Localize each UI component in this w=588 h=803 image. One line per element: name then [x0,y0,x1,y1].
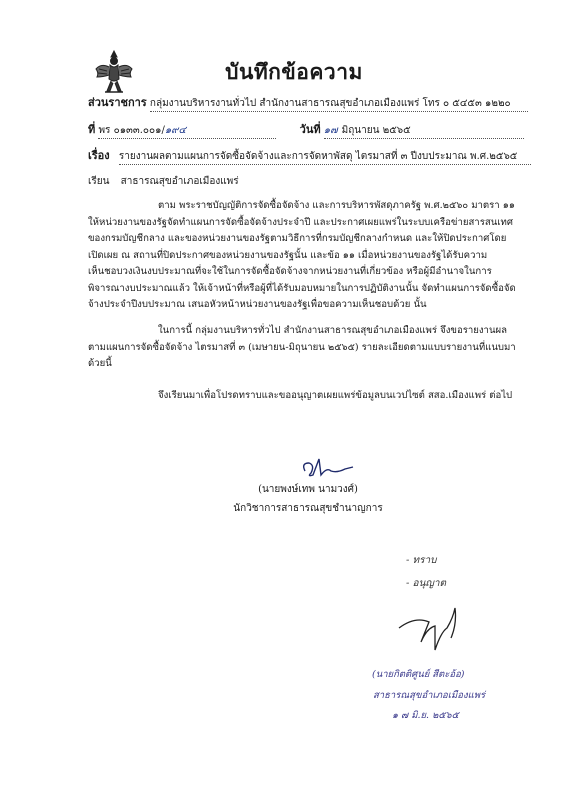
date-handwritten-day: ๑๗ [323,125,338,136]
paragraph-line: ให้หน่วยงานของรัฐจัดทำแผนการจัดซื้อจัดจ้างประจำปี และประกาศเผยแพร่ในระบบเครือข่ายสารสนเทศ [88,216,513,228]
paragraph-line: ในการนี้ กลุ่มงานบริหารทั่วไป สำนักงานสาธารณสุขอำเภอเมืองแพร่ จึงขอรายงานผล [158,325,508,336]
paragraph-line: ด้วยนี้ [88,358,112,369]
paragraph-line: เปิดเผย ณ สถานที่ปิดประกาศของหน่วยงานของรัฐนั้น และข้อ ๑๑ เมื่อหน่วยงานของรัฐได้รับความ [88,249,488,261]
approval-note-acknowledge: - ทราบ [406,555,437,566]
date-label: วันที่ [299,123,321,136]
ref-row [88,123,528,139]
paragraph-line: พิจารณางบประมาณแล้ว ให้เจ้าหน้าที่หรือผู้ที่ได้รับมอบหมายในการปฏิบัติงานนั้น จัดทำแผนการจัดซื้อจัด [88,282,516,294]
paragraph-line: จ้างประจำปีงบประมาณ เสนอหัวหน้าหน่วยงานของรัฐเพื่อขอความเห็นชอบด้วย นั้น [88,299,427,310]
agency-label: ส่วนราชการ [88,96,147,109]
subject-label: เรื่อง [88,149,110,162]
ref-handwritten-number: ๑๙๔ [164,125,187,136]
to-row [88,175,239,189]
paragraph-line: ของกรมบัญชีกลาง และของหน่วยงานของรัฐตามวิธีการที่กรมบัญชีกลางกำหนด และให้ปิดประกาศโดย [88,233,507,244]
approver-signature-scribble [395,598,475,658]
ref-label: ที่ [88,123,96,136]
agency-row [88,96,528,112]
approval-note-permit: - อนุญาต [406,578,447,589]
paragraph-line: ตาม พระราชบัญญัติการจัดซื้อจัดจ้าง และการบริหารพัสดุภาครัฐ พ.ศ.๒๕๖๐ มาตรา ๑๑ [158,200,515,211]
paragraph-line: เห็นชอบวงเงินงบประมาณที่จะใช้ในการจัดซื้อจัดจ้างจากหน่วยงานที่เกี่ยวข้อง หรือผู้มีอำนาจในการ [88,266,492,277]
paragraph-3: จึงเรียนมาเพื่อโปรดทราบและขออนุญาตเผยแพร่ข้อมูลบนเวปไซต์ สสอ.เมืองแพร่ ต่อไป [158,390,513,401]
author-position: นักวิชาการสาธารณสุขชำนาญการ [233,503,383,514]
author-signature-scribble [297,455,357,481]
paragraph-1 [88,198,516,314]
ref-value: พร ๐๑๓๓.๐๐๑/ [98,125,165,136]
date-field [324,124,524,139]
author-name: (นายพงษ์เทพ นามวงศ์) [258,484,358,495]
paragraph-line: ตามแผนการจัดซื้อจัดจ้าง ไตรมาสที่ ๓ (เมษายน-มิถุนายน ๒๕๖๕) รายละเอียดตามแบบรายงานที่แนบมา [88,341,516,353]
ref-field [98,124,276,139]
approver-stamp-date: ๑ ๗ มิ.ย. ๒๕๖๕ [392,710,459,721]
approver-stamp-name: (นายกิตติศูนย์ สีตะอ้อ) [372,669,465,680]
approver-stamp-position: สาธารณสุขอำเภอเมืองแพร่ [373,690,486,701]
agency-value: กลุ่มงานบริหารงานทั่วไป สำนักงานสาธารณสุขอำเภอเมืองแพร่ โทร ๐ ๕๔๕๓ ๑๒๒๐ [150,97,528,112]
paragraph-2 [88,323,516,373]
date-value: มิถุนายน ๒๕๖๕ [341,125,411,136]
subject-row [88,149,531,165]
to-value: สาธารณสุขอำเภอเมืองแพร่ [120,176,239,187]
subject-value: รายงานผลตามแผนการจัดซื้อจัดจ้างและการจัดหาพัสดุ ไตรมาสที่ ๓ ปีงบประมาณ พ.ศ.๒๕๖๕ [119,150,531,165]
to-label: เรียน [88,176,110,187]
memo-title: บันทึกข้อความ [225,59,363,84]
